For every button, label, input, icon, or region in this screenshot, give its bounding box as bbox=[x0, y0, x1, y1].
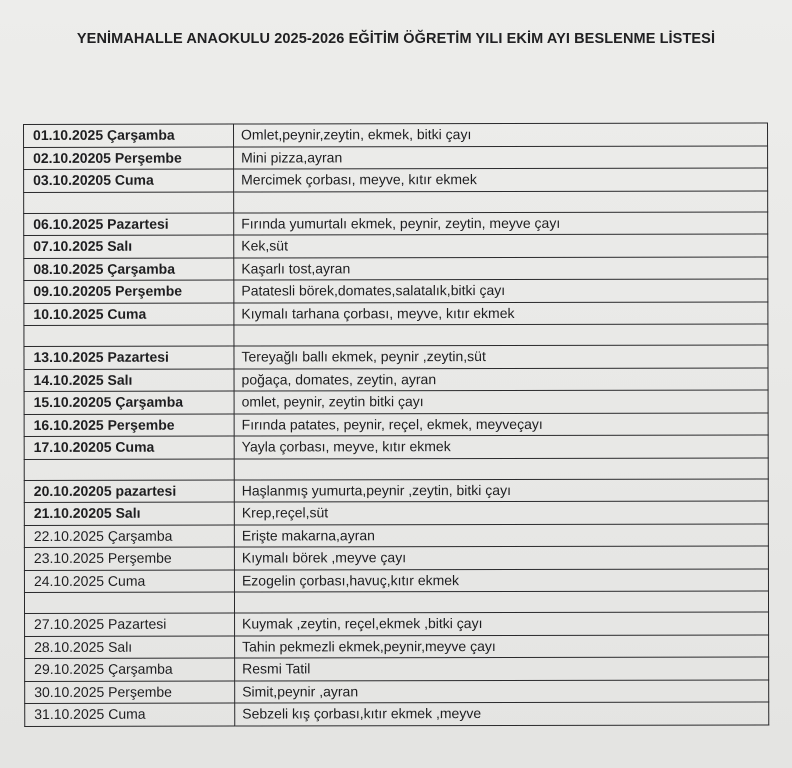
spacer-row bbox=[24, 457, 768, 480]
date-cell: 15.10.20205 Çarşamba bbox=[24, 391, 234, 414]
meal-cell: Krep,reçel,süt bbox=[234, 501, 768, 525]
date-cell: 23.10.2025 Perşembe bbox=[24, 547, 234, 570]
date-cell: 03.10.20205 Cuma bbox=[24, 169, 234, 192]
meal-cell bbox=[234, 324, 768, 346]
spacer-row bbox=[24, 591, 768, 614]
meal-cell: Yayla çorbası, meyve, kıtır ekmek bbox=[234, 435, 768, 459]
meal-cell: Haşlanmış yumurta,peynir ,zeytin, bitki çayı bbox=[234, 478, 768, 502]
table-row bbox=[24, 234, 768, 258]
date-cell: 02.10.20205 Perşembe bbox=[24, 147, 234, 170]
meal-cell: Omlet,peynir,zeytin, ekmek, bitki çayı bbox=[234, 123, 768, 147]
meal-cell: Kıymalı tarhana çorbası, meyve, kıtır ekmek bbox=[234, 301, 768, 325]
date-cell: 10.10.2025 Cuma bbox=[24, 303, 234, 326]
date-cell: 09.10.20205 Perşembe bbox=[24, 280, 234, 303]
meal-cell: Simit,peynir ,ayran bbox=[235, 679, 769, 703]
table-row bbox=[24, 478, 768, 502]
menu-table bbox=[23, 122, 769, 726]
meal-cell: omlet, peynir, zeytin bitki çayı bbox=[234, 390, 768, 414]
table-row bbox=[24, 501, 768, 525]
table-row bbox=[25, 657, 769, 681]
date-cell: 28.10.2025 Salı bbox=[25, 636, 235, 659]
date-cell: 22.10.2025 Çarşamba bbox=[24, 525, 234, 548]
table-row bbox=[24, 546, 768, 570]
meal-cell: Mini pizza,ayran bbox=[234, 145, 768, 169]
table-row bbox=[24, 568, 768, 592]
table-row bbox=[24, 412, 768, 436]
date-cell bbox=[24, 592, 234, 613]
table-row bbox=[25, 702, 769, 726]
table-row bbox=[24, 435, 768, 459]
meal-cell: Kıymalı börek ,meyve çayı bbox=[234, 546, 768, 570]
meal-cell: Kuymak ,zeytin, reçel,ekmek ,bitki çayı bbox=[235, 612, 769, 636]
table-row bbox=[24, 256, 768, 280]
meal-cell bbox=[234, 591, 768, 613]
date-cell bbox=[24, 459, 234, 480]
table-row bbox=[24, 345, 768, 369]
meal-cell: Tereyağlı ballı ekmek, peynir ,zeytin,süt bbox=[234, 345, 768, 369]
date-cell bbox=[24, 325, 234, 346]
table-row bbox=[25, 634, 769, 658]
table-row bbox=[24, 279, 768, 303]
table-row bbox=[25, 679, 769, 703]
date-cell: 27.10.2025 Pazartesi bbox=[25, 613, 235, 636]
meal-cell: Ezogelin çorbası,havuç,kıtır ekmek bbox=[234, 568, 768, 592]
date-cell: 01.10.2025 Çarşamba bbox=[24, 124, 234, 147]
meal-cell: Mercimek çorbası, meyve, kıtır ekmek bbox=[234, 168, 768, 192]
date-cell: 13.10.2025 Pazartesi bbox=[24, 346, 234, 369]
meal-cell: Fırında yumurtalı ekmek, peynir, zeytin, meyve çayı bbox=[234, 211, 768, 235]
meal-cell: Erişte makarna,ayran bbox=[234, 523, 768, 547]
date-cell: 29.10.2025 Çarşamba bbox=[25, 658, 235, 681]
meal-cell: poğaça, domates, zeytin, ayran bbox=[234, 367, 768, 391]
spacer-row bbox=[24, 324, 768, 347]
meal-cell: Kaşarlı tost,ayran bbox=[234, 256, 768, 280]
meal-cell: Fırında patates, peynir, reçel, ekmek, meyveçayı bbox=[234, 412, 768, 436]
table-row bbox=[24, 168, 768, 192]
meal-cell: Tahin pekmezli ekmek,peynir,meyve çayı bbox=[235, 634, 769, 658]
table-row bbox=[24, 211, 768, 235]
meal-cell bbox=[234, 457, 768, 479]
meal-cell bbox=[234, 190, 768, 212]
date-cell: 21.10.20205 Salı bbox=[24, 502, 234, 525]
date-cell: 08.10.2025 Çarşamba bbox=[24, 258, 234, 281]
table-row bbox=[24, 390, 768, 414]
meal-cell: Kek,süt bbox=[234, 234, 768, 258]
date-cell: 07.10.2025 Salı bbox=[24, 235, 234, 258]
document-title: YENİMAHALLE ANAOKULU 2025-2026 EĞİTİM ÖĞRETİM YILI EKİM AYI BESLENME LİSTESİ bbox=[76, 31, 716, 47]
menu-table-body bbox=[24, 123, 769, 726]
table-row bbox=[24, 123, 768, 147]
date-cell: 30.10.2025 Perşembe bbox=[25, 681, 235, 704]
date-cell: 14.10.2025 Salı bbox=[24, 369, 234, 392]
spacer-row bbox=[24, 190, 768, 213]
table-row bbox=[24, 367, 768, 391]
date-cell: 06.10.2025 Pazartesi bbox=[24, 213, 234, 236]
date-cell: 20.10.20205 pazartesi bbox=[24, 480, 234, 503]
table-row bbox=[24, 301, 768, 325]
date-cell: 16.10.2025 Perşembe bbox=[24, 414, 234, 437]
meal-cell: Sebzeli kış çorbası,kıtır ekmek ,meyve bbox=[235, 702, 769, 726]
date-cell: 17.10.20205 Cuma bbox=[24, 436, 234, 459]
meal-cell: Resmi Tatil bbox=[235, 657, 769, 681]
date-cell bbox=[24, 192, 234, 213]
date-cell: 31.10.2025 Cuma bbox=[25, 703, 235, 726]
table-row bbox=[25, 612, 769, 636]
table-row bbox=[24, 523, 768, 547]
date-cell: 24.10.2025 Cuma bbox=[24, 570, 234, 593]
table-row bbox=[24, 145, 768, 169]
meal-cell: Patatesli börek,domates,salatalık,bitki çayı bbox=[234, 279, 768, 303]
